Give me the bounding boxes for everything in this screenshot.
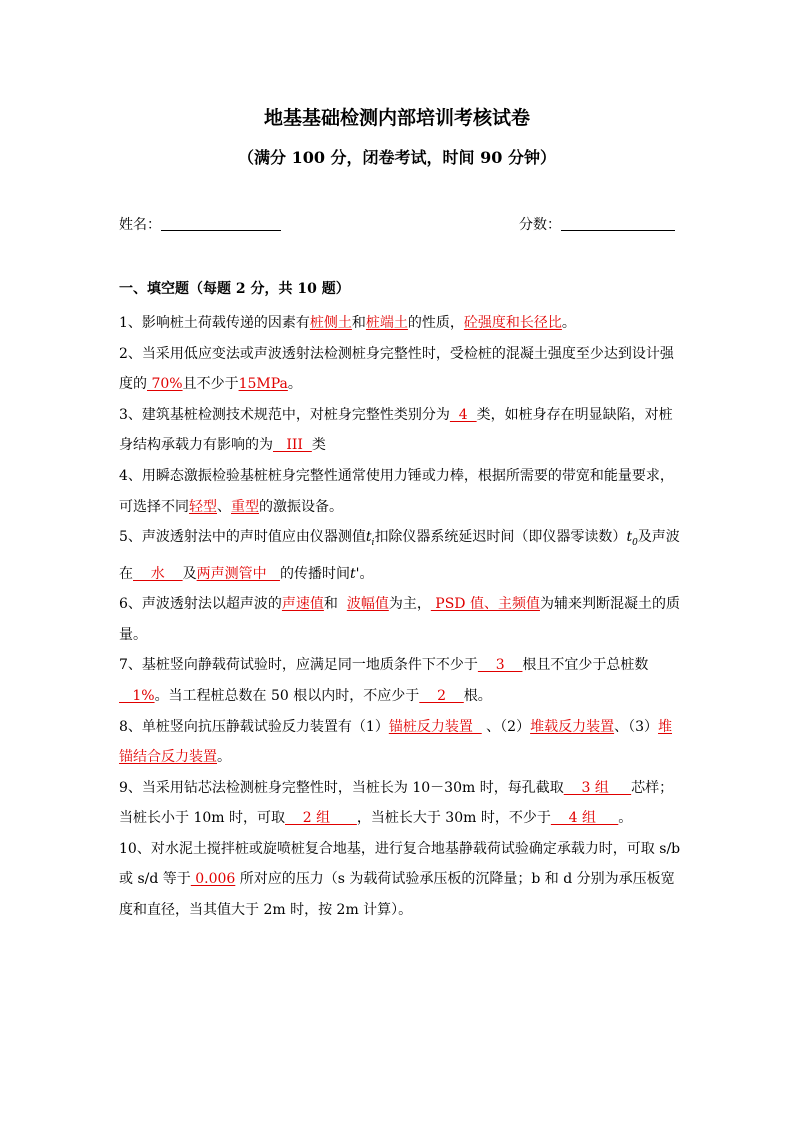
question-8 [119,712,683,773]
question-text: 5、声波透射法中的声时值应由仪器测值 [119,529,366,546]
answer: 堆载反力装置 [530,718,615,735]
question-text: 1、影响桩土荷载传递的因素有 [119,315,310,331]
answer: 4 组 [550,810,619,827]
score-label: 分数： [519,217,561,233]
answer: III [273,437,312,454]
variable-subscript: 0 [632,537,638,548]
answer: PSD 值、主频值 [430,596,540,613]
answer: 3 组 [563,779,632,796]
variable-t-prime: t' [349,565,360,582]
answer: 桩端土 [365,315,408,331]
answer: 锚桩反力装置 [388,718,482,735]
question-9 [119,773,683,834]
question-3 [119,400,683,461]
question-text: 扣除仪器系统延迟时间（即仪器零读数） [374,529,627,546]
answer: 4 [449,406,477,423]
question-text: 类，如桩身存在明显缺陷，对桩身结构承载力有影响的为 [119,406,673,454]
answer: 2 [419,687,464,704]
question-1 [119,308,683,339]
question-2 [119,339,683,400]
answer: 波幅值 [346,596,389,613]
question-text: 10、对水泥土搅拌桩或旋喷桩复合地基，进行复合地基静载荷试验确定承载力时，可取 s/b 或 s/d 等于 [119,840,681,888]
variable-t: t [365,529,372,546]
question-text: 。 [217,749,231,766]
variable-t: t [626,529,633,546]
question-text: 芯样；当桩长小于 10m 时，可取 [119,779,674,827]
answer: 2 组 [285,810,357,827]
question-text: 。 [359,565,374,582]
question-text: 根且不宜少于总桩数 [522,657,649,674]
question-text: 7、基桩竖向静载荷试验时，应满足同一地质条件下不少于 [119,657,478,674]
answer: 3 [477,657,523,674]
answer: 两声测管中 [196,565,280,582]
question-list [119,308,683,926]
question-text: 4、用瞬态激振检验基桩桩身完整性通常使用力锤或力棒，根据所需要的带宽和能量要求，可选择不同 [119,467,674,515]
question-text: 为主， [388,596,431,613]
page-title: 地基基础检测内部培训考核试卷 [263,107,530,129]
question-text: 3、建筑基桩检测技术规范中，对桩身完整性类别分为 [119,406,450,423]
question-text: 为辅来判断混凝土的质量。 [119,596,680,643]
question-7 [119,650,683,711]
name-row [119,214,281,236]
question-text: 、（3） [614,718,659,735]
question-5 [119,522,683,589]
question-text: 的传播时间 [279,565,350,582]
variable-subscript: i [371,537,375,548]
section-title: 一、填空题（每题 2 分，共 10 题） [119,281,350,297]
answer: 0.006 [190,871,236,888]
question-text: 、（2） [481,718,531,735]
question-text: 。 [287,376,302,393]
answer: 重型 [231,498,259,515]
question-text: 6、声波透射法以超声波的 [119,596,282,613]
question-text: 及声波在 [119,529,680,582]
question-text: 。当工程桩总数在 50 根以内时，不应少于 [154,687,420,704]
question-4 [119,461,683,522]
answer: 砼强度和长径比 [463,315,562,331]
question-text: 且不少于 [182,376,239,393]
question-text: 所对应的压力（s 为载荷试验承压板的沉降量；b 和 d 分别为承压板宽度和直径，当其值大于 2m 时，按 2m 计算）。 [119,871,675,919]
answer: 堆锚结合反力装置 [119,718,673,766]
answer: 声速值 [281,596,324,613]
question-text: 和 [323,596,347,613]
name-blank[interactable] [161,214,281,231]
question-text: 根。 [463,687,492,704]
question-text: 、 [217,498,231,515]
question-10 [119,834,683,926]
answer: 15MPa [238,376,288,393]
page-subtitle: （满分 100 分，闭卷考试，时间 90 分钟） [238,148,556,167]
question-text: 及 [182,565,197,582]
answer: 桩侧土 [309,315,352,331]
answer: 轻型 [189,498,217,515]
answer: 水 [133,565,183,582]
question-text: 的激振设备。 [259,498,343,515]
question-text: 和 [351,315,366,331]
question-text: 。 [561,315,576,331]
score-blank[interactable] [561,214,675,231]
answer: 1% [119,687,155,704]
question-text: 8、单桩竖向抗压静载试验反力装置有（1） [119,718,389,735]
question-text: ，当桩长大于 30m 时，不少于 [356,810,551,827]
question-text: 2、当采用低应变法或声波透射法检测桩身完整性时，受检桩的混凝土强度至少达到设计强度的 [119,345,674,393]
question-6 [119,589,683,650]
question-text: 类 [311,437,326,454]
question-text: 9、当采用钻芯法检测桩身完整性时，当桩长为 10－30m 时，每孔截取 [119,779,564,796]
answer: 70% [147,376,183,393]
score-row [519,214,675,236]
name-label: 姓名： [119,217,161,233]
question-text: 的性质， [407,315,464,331]
question-text: 。 [618,810,633,827]
